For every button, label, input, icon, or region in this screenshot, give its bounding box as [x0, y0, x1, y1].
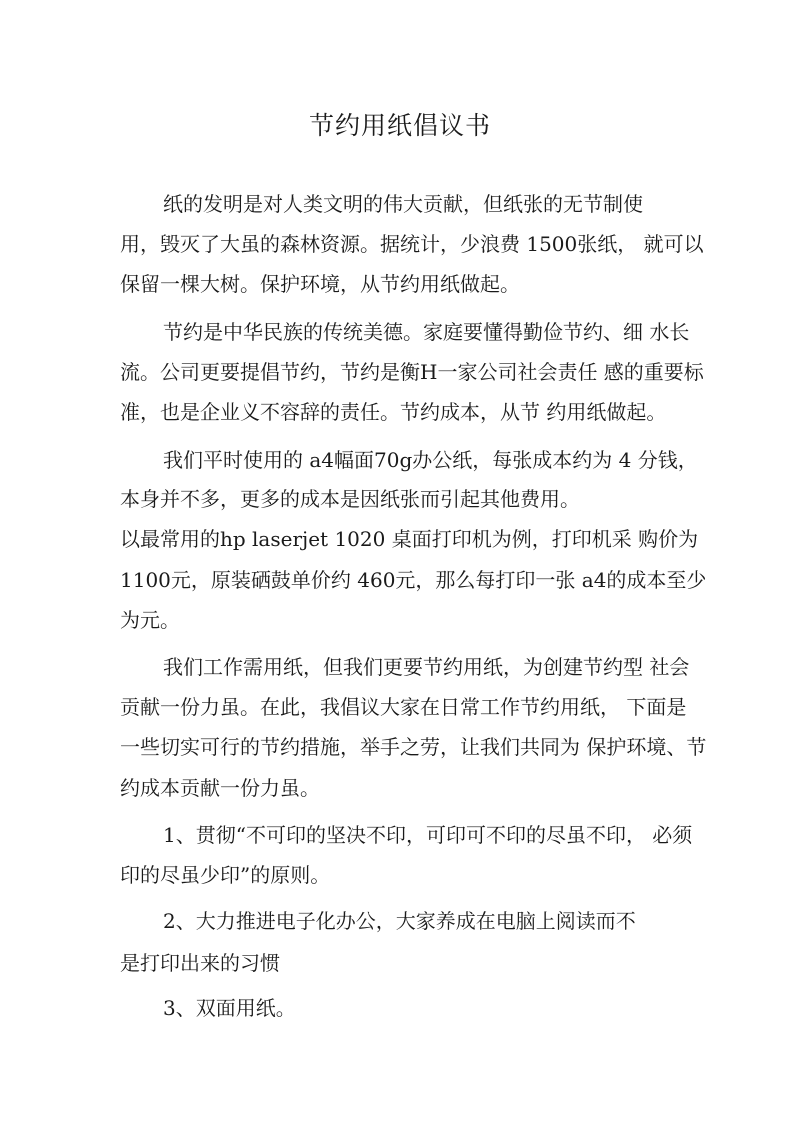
- document-title: 节约用纸倡议书: [308, 111, 491, 140]
- body-line-20: 3、双面用纸。: [163, 996, 296, 1020]
- body-line-8: 本身并不多，更多的成本是因纸张而引起其他费用。: [120, 487, 580, 511]
- body-line-4: 节约是中华民族的传统美德。家庭要懂得勤俭节约、细 水长: [163, 320, 690, 344]
- body-line-11: 为元。: [120, 608, 180, 632]
- body-line-13: 贡献一份力虽。在此，我倡议大家在日常工作节约用纸， 下面是: [120, 695, 687, 719]
- body-line-7: 我们平时使用的 a4幅面70g办公纸，每张成本约为 4 分钱，: [163, 448, 698, 472]
- body-line-19: 是打印出来的习惯: [120, 951, 280, 975]
- body-line-3: 保留一棵大树。保护环境，从节约用纸做起。: [120, 272, 520, 296]
- body-line-17: 印的尽虽少印”的原则。: [120, 863, 331, 887]
- body-line-12: 我们工作需用纸，但我们更要节约用纸，为创建节约型 社会: [163, 655, 690, 679]
- body-line-6: 准，也是企业义不容辞的责任。节约成本，从节 约用纸做起。: [120, 400, 667, 424]
- body-line-14: 一些切实可行的节约措施，举手之劳，让我们共同为 保护环境、节: [120, 735, 707, 759]
- body-line-18: 2、大力推进电子化办公，大家养成在电脑上阅读而不: [163, 909, 636, 933]
- body-line-9: 以最常用的hp laserjet 1020 桌面打印机为例，打印机采 购价为: [120, 527, 699, 551]
- body-line-16: 1、贯彻“不可印的坚决不印，可印可不印的尽虽不印， 必须: [163, 823, 693, 847]
- body-line-1: 纸的发明是对人类文明的伟大贡献，但纸张的无节制使: [163, 192, 643, 216]
- body-line-5: 流。公司更要提倡节约，节约是衡H一家公司社会责任 感的重要标: [120, 360, 704, 384]
- body-line-2: 用，毁灭了大虽的森林资源。据统计，少浪费 1500张纸， 就可以: [120, 232, 704, 256]
- body-line-15: 约成本贡献一份力虽。: [120, 776, 320, 800]
- body-line-10: 1100元，原装硒鼓单价约 460元，那么每打印一张 a4的成本至少: [120, 568, 707, 592]
